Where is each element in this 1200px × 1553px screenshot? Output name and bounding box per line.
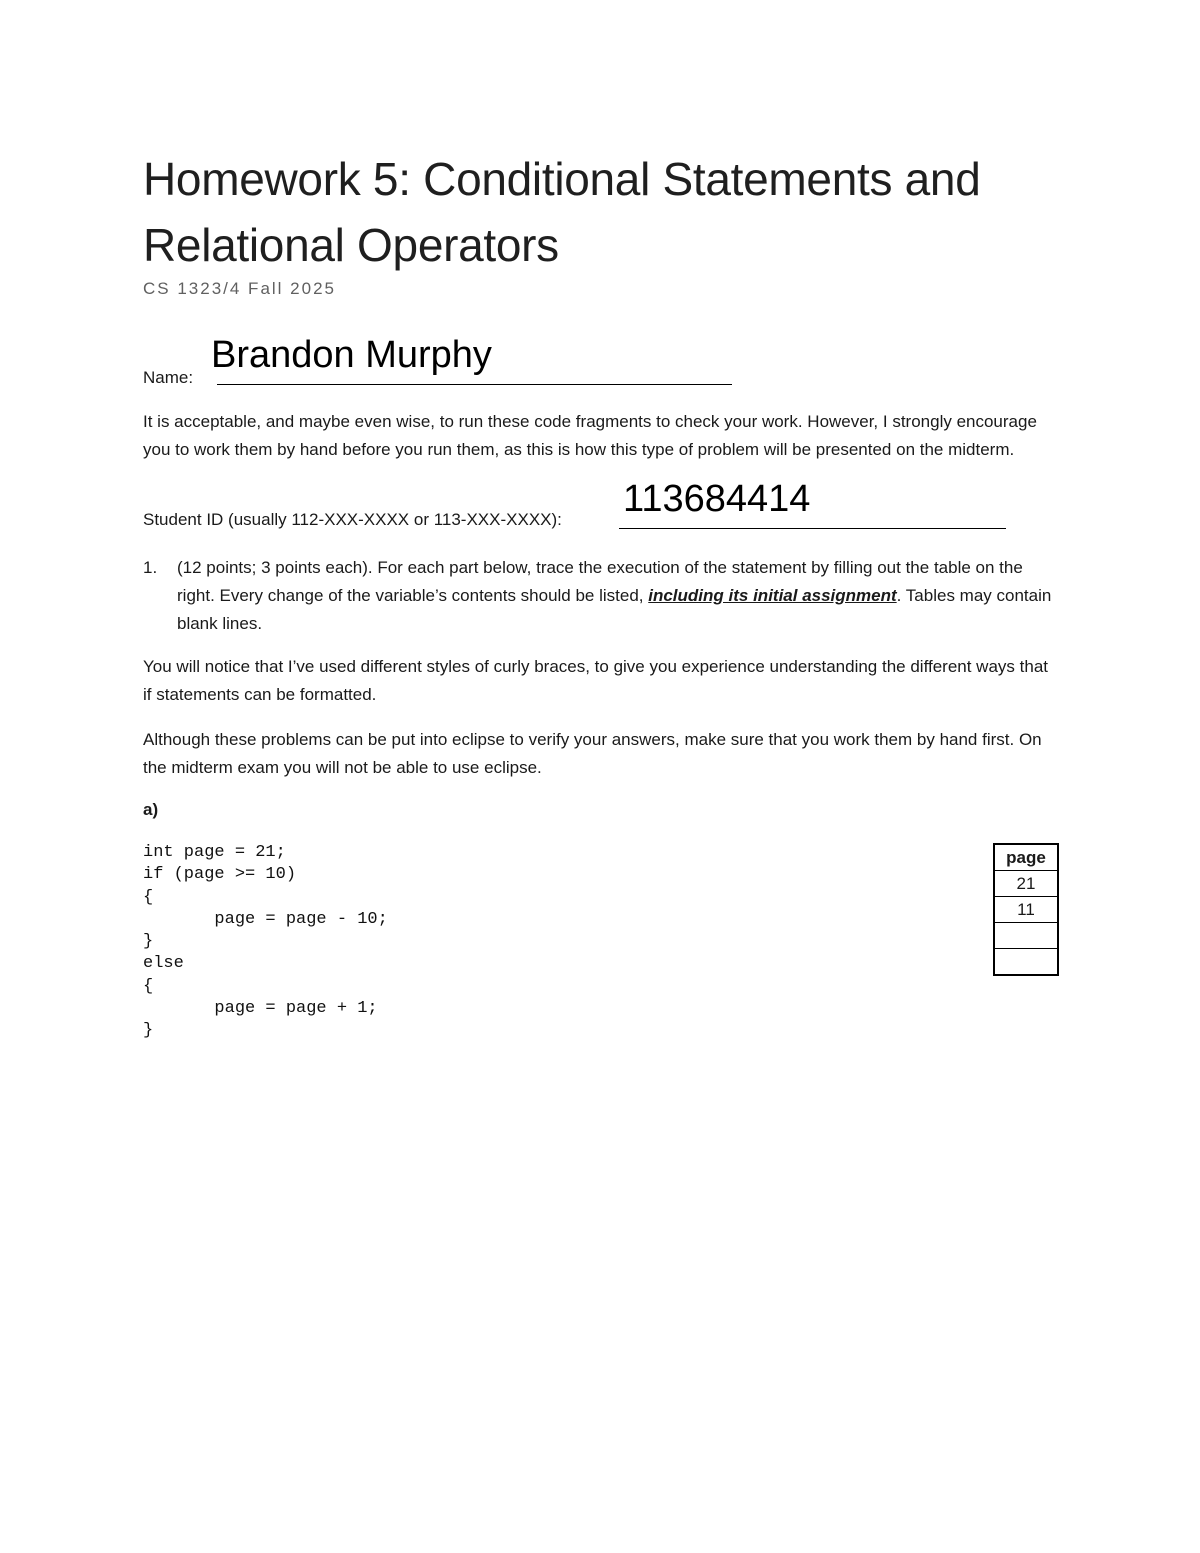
course-subtitle: CS 1323/4 Fall 2025 (143, 279, 336, 298)
intro-paragraph: It is acceptable, and maybe even wise, to run these code fragments to check your work. However, I strongly encourage you to work them by hand before you run them, as this is how this type of problem will be presented on the midterm. (143, 412, 1037, 459)
trace-cell[interactable]: 21 (994, 871, 1058, 897)
trace-cell[interactable]: 11 (994, 897, 1058, 923)
question-text-before: (12 points; 3 points each). For each part below, trace the execution of the statement by filling out the table on the right. Every change of the variable’s contents should be listed, (177, 558, 1023, 605)
question-emphasis: including its initial assignment (648, 586, 897, 605)
part-a-label: a) (143, 800, 159, 819)
document-title: Homework 5: Conditional Statements and Relational Operators (143, 153, 981, 271)
trace-table-header: page (994, 844, 1058, 871)
eclipse-paragraph: Although these problems can be put into eclipse to verify your answers, make sure that you work them by hand first. On the midterm exam you will not be able to use eclipse. (143, 730, 1042, 777)
student-id-label: Student ID (usually 112-XXX-XXXX or 113-XXX-XXXX): (143, 510, 562, 529)
name-field (143, 330, 743, 390)
name-underline (217, 384, 732, 385)
trace-cell[interactable] (994, 923, 1058, 949)
trace-table (993, 843, 1059, 976)
part-a-code: int page = 21; if (page >= 10) { page = page - 10; } else { page = page + 1; } (143, 843, 388, 1041)
student-id-field (143, 478, 1013, 538)
student-id-value[interactable]: 113684414 (623, 478, 811, 520)
student-id-underline (619, 528, 1006, 529)
braces-paragraph: You will notice that I’ve used different styles of curly braces, to give you experience understanding the different ways that if statements can be formatted. (143, 657, 1048, 704)
question-text (177, 554, 1057, 638)
question-text-after: . Tables may contain blank lines. (177, 586, 1052, 633)
trace-cell[interactable] (994, 949, 1058, 976)
name-value[interactable]: Brandon Murphy (211, 334, 492, 376)
question-number: 1. (143, 558, 158, 577)
name-label: Name: (143, 368, 194, 387)
